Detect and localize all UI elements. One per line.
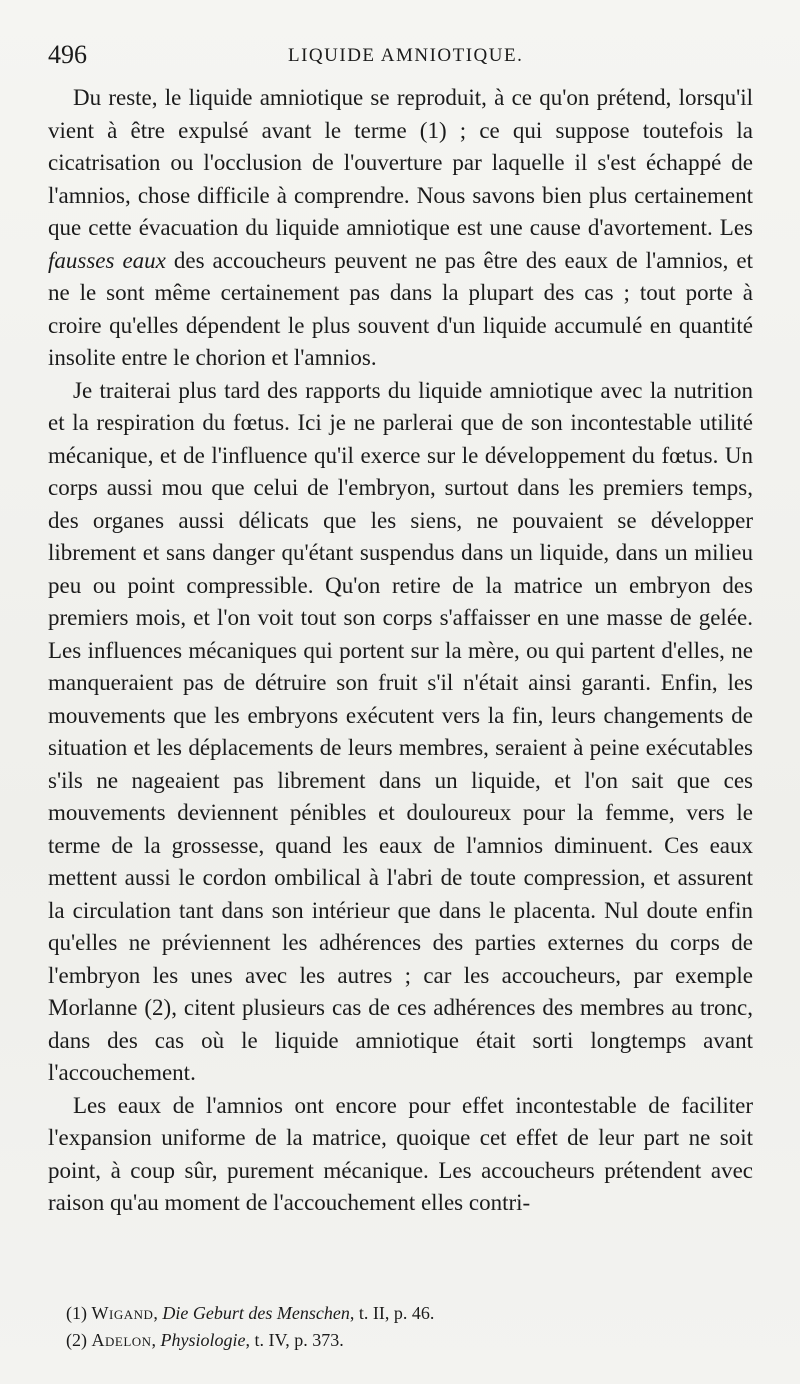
footnotes	[66, 1300, 756, 1354]
footnote-1-title: Die Geburt des Menschen	[162, 1303, 350, 1323]
body-text	[48, 82, 753, 1220]
paragraph-3: Les eaux de l'amnios ont encore pour effet incontestable de faciliter l'expansion uniforme de la matrice, quoique cet effet de leur part ne soit point, à coup sûr, purement mécanique. Les accoucheurs prétendent avec raison qu'au moment de l'accouchement elles contri-	[48, 1092, 753, 1215]
footnote-2-number: (2)	[66, 1330, 87, 1350]
footnote-2-reference: , t. IV, p. 373.	[245, 1330, 344, 1350]
page-number: 496	[48, 40, 87, 69]
page-header	[48, 40, 788, 74]
footnote-1-author: Wigand	[91, 1303, 154, 1323]
italic-term: fausses eaux	[48, 247, 166, 273]
footnote-2	[66, 1327, 756, 1354]
paragraph-1-text: Du reste, le liquide amniotique se reproduit, à ce qu'on prétend, lorsqu'il vient à être expulsé avant le terme (1) ; ce qui suppose toutefois la cicatrisation ou l'occlusion de l'ouverture par laquelle il s'est échappé de l'amnios, chose difficile à comprendre. Nous savons bien plus certainement que cette évacuation du liquide amniotique est une cause d'avortement. Les	[48, 85, 753, 240]
footnote-1	[66, 1300, 756, 1327]
running-head: LIQUIDE AMNIOTIQUE.	[288, 45, 524, 66]
footnote-1-separator: ,	[153, 1303, 163, 1323]
paragraph-1	[48, 82, 753, 375]
footnote-1-number: (1)	[66, 1303, 87, 1323]
paragraph-1-continued: des accoucheurs peuvent ne pas être des eaux de l'amnios, et ne le sont même certainement pas dans la plupart des cas ; tout porte à croire qu'elles dépendent le plus souvent d'un liquide accumulé en quantité insolite entre le chorion et l'amnios.	[48, 247, 753, 370]
footnote-2-author: Adelon	[91, 1330, 152, 1350]
footnote-2-title: Physiologie	[160, 1330, 246, 1350]
paragraph-2: Je traiterai plus tard des rapports du liquide amniotique avec la nutrition et la respiration du fœtus. Ici je ne parlerai que de son incontestable utilité mécanique, et de l'influence qu'il exerce sur le développement du fœtus. Un corps aussi mou que celui de l'embryon, surtout dans les premiers temps, des organes aussi délicats que les siens, ne pouvaient se développer librement et sans danger qu'étant suspendus dans un liquide, dans un milieu peu ou point compressible. Qu'on retire de la matrice un embryon des premiers mois, et l'on voit tout son corps s'affaisser en une masse de gelée. Les influences mécaniques qui portent sur la mère, ou qui partent d'elles, ne manqueraient pas de détruire son fruit s'il n'était ainsi garanti. Enfin, les mouvements que les embryons exécutent vers la fin, leurs changements de situation et les déplacements de leurs membres, seraient à peine exécutables s'ils ne nageaient pas librement dans un liquide, et l'on sait que ces mouvements deviennent pénibles et douloureux pour la femme, vers le terme de la grossesse, quand les eaux de l'amnios diminuent. Ces eaux mettent aussi le cordon ombilical à l'abri de toute compression, et assurent la circulation tant dans son intérieur que dans le placenta. Nul doute enfin qu'elles ne préviennent les adhérences des parties externes du corps de l'embryon les unes avec les autres ; car les accoucheurs, par exemple Morlanne (2), citent plusieurs cas de ces adhérences des membres au tronc, dans des cas où le liquide amniotique était sorti longtemps avant l'accouchement.	[48, 377, 753, 1085]
footnote-1-reference: , t. II, p. 46.	[349, 1303, 435, 1323]
footnote-2-separator: ,	[151, 1330, 161, 1350]
